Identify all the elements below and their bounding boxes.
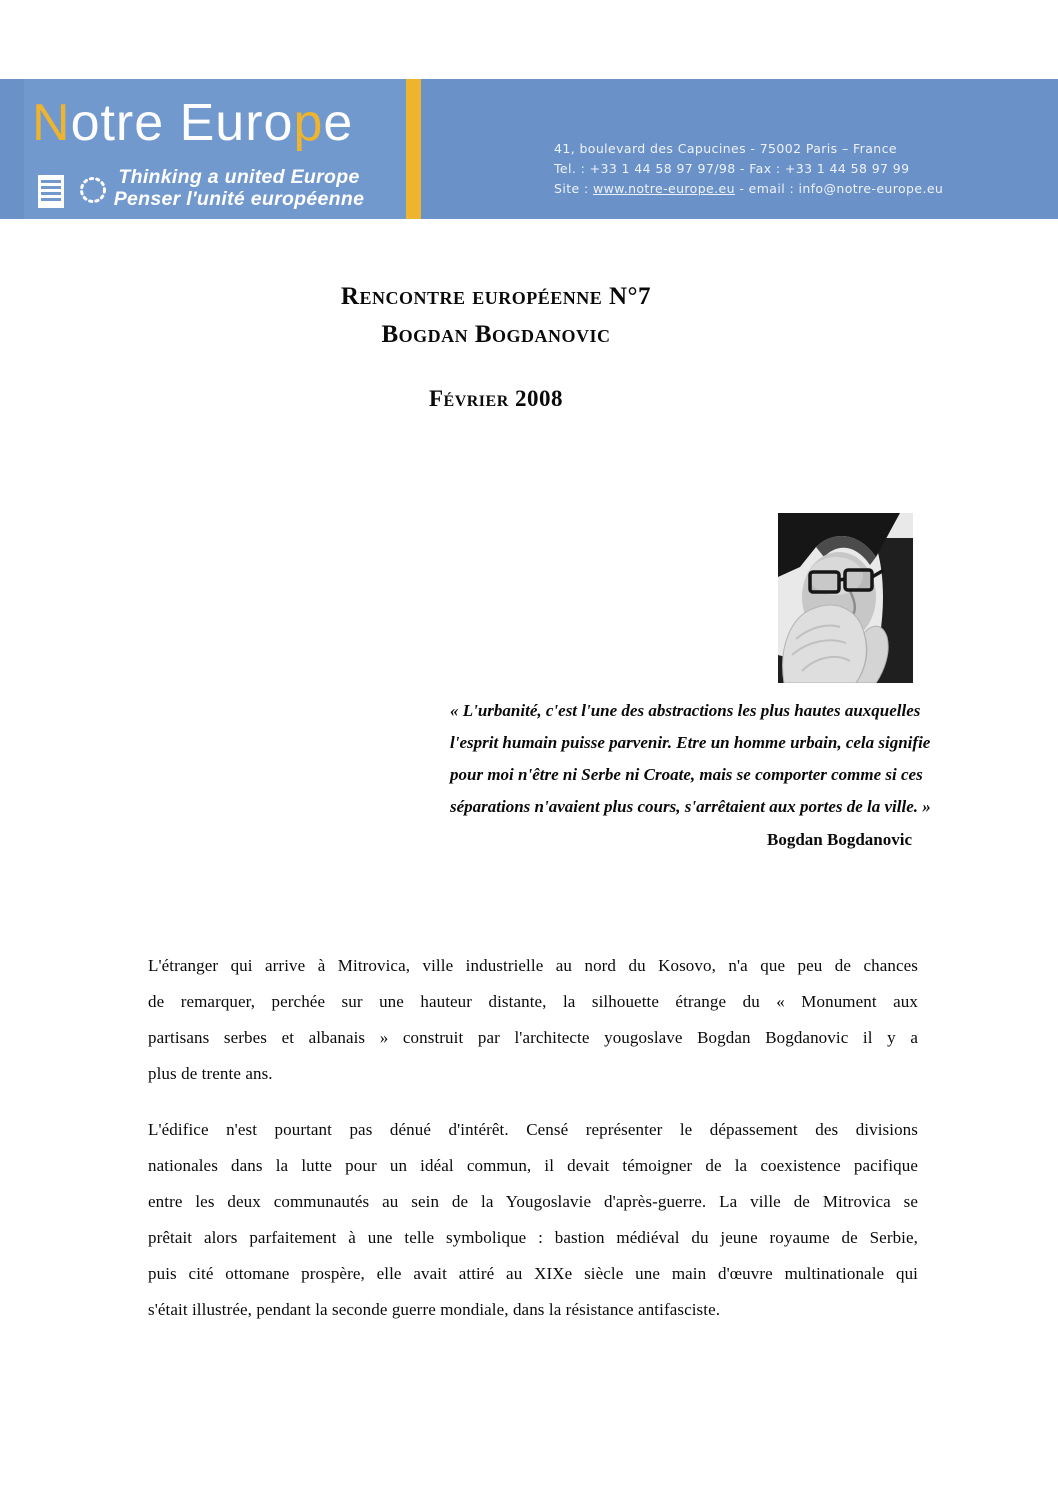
portrait-photo	[778, 513, 913, 683]
paragraph-2	[148, 1112, 918, 1328]
body-line: L'édifice n'est pourtant pas dénué d'intérêt. Censé représenter le dépassement des divisions	[148, 1120, 918, 1139]
series-title: Rencontre européenne N°7	[340, 283, 652, 310]
publication-date: Février 2008	[428, 386, 564, 411]
logo-wordmark	[32, 93, 402, 153]
body-text	[148, 948, 918, 1328]
body-line: entre les deux communautés au sein de la Yougoslavie d'après-guerre. La ville de Mitrovica se	[148, 1192, 918, 1211]
quote-line: séparations n'avaient plus cours, s'arrêtaient aux portes de la ville. »	[450, 797, 931, 816]
contact-address: 41, boulevard des Capucines - 75002 Paris – France	[554, 141, 897, 156]
email-text: - email : info@notre-europe.eu	[734, 181, 944, 196]
paragraph-1	[148, 948, 918, 1092]
body-line: L'étranger qui arrive à Mitrovica, ville industrielle au nord du Kosovo, n'a que peu de chances	[148, 956, 918, 975]
document-lines-icon	[38, 175, 64, 208]
body-line: s'était illustrée, pendant la seconde guerre mondiale, dans la résistance antifasciste.	[148, 1300, 721, 1319]
body-line: nationales dans la lutte pour un idéal commun, il devait témoigner de la coexistence pacifique	[148, 1156, 918, 1175]
body-line: plus de trente ans.	[148, 1064, 273, 1083]
gold-accent-bar	[406, 79, 421, 219]
logo-block	[24, 79, 406, 219]
title-block	[76, 282, 916, 413]
quote-line: l'esprit humain puisse parvenir. Etre un homme urbain, cela signifie	[450, 733, 931, 752]
website-link[interactable]: www.notre-europe.eu	[592, 181, 735, 196]
quote-line: pour moi n'être ni Serbe ni Croate, mais se comporter comme si ces	[450, 765, 923, 784]
logo-letters-white2: e	[323, 94, 354, 152]
body-line: partisans serbes et albanais » construit par l'architecte yougoslave Bogdan Bogdanovic il y a	[148, 1028, 918, 1047]
tagline-french: Penser l'unité européenne	[113, 188, 365, 210]
taglines	[104, 166, 374, 210]
contact-info	[554, 139, 943, 199]
quote-attribution: Bogdan Bogdanovic	[766, 830, 912, 849]
body-line: puis cité ottomane prospère, elle avait attiré au XIXe siècle une main d'œuvre multinationale qui	[148, 1264, 918, 1283]
subject-title: Bogdan Bogdanovic	[381, 321, 611, 348]
contact-web-email	[554, 179, 943, 199]
contact-phone-fax: Tel. : +33 1 44 58 97 97/98 - Fax : +33 1 44 58 97 99	[554, 161, 910, 176]
quote-line: « L'urbanité, c'est l'une des abstractions les plus hautes auxquelles	[450, 701, 921, 720]
body-line: de remarquer, perchée sur une hauteur distante, la silhouette étrange du « Monument aux	[148, 992, 918, 1011]
logo-letter-n: N	[32, 94, 71, 152]
tagline-english: Thinking a united Europe	[118, 166, 360, 188]
body-line: prêtait alors parfaitement à une telle symbolique : bastion médiéval du jeune royaume de Serbie,	[148, 1228, 918, 1247]
quote-block	[450, 695, 931, 852]
header-banner	[0, 79, 1058, 219]
site-label: Site :	[554, 181, 593, 196]
logo-letters-white1: otre Euro	[70, 94, 294, 152]
logo-letter-p: p	[293, 94, 324, 152]
